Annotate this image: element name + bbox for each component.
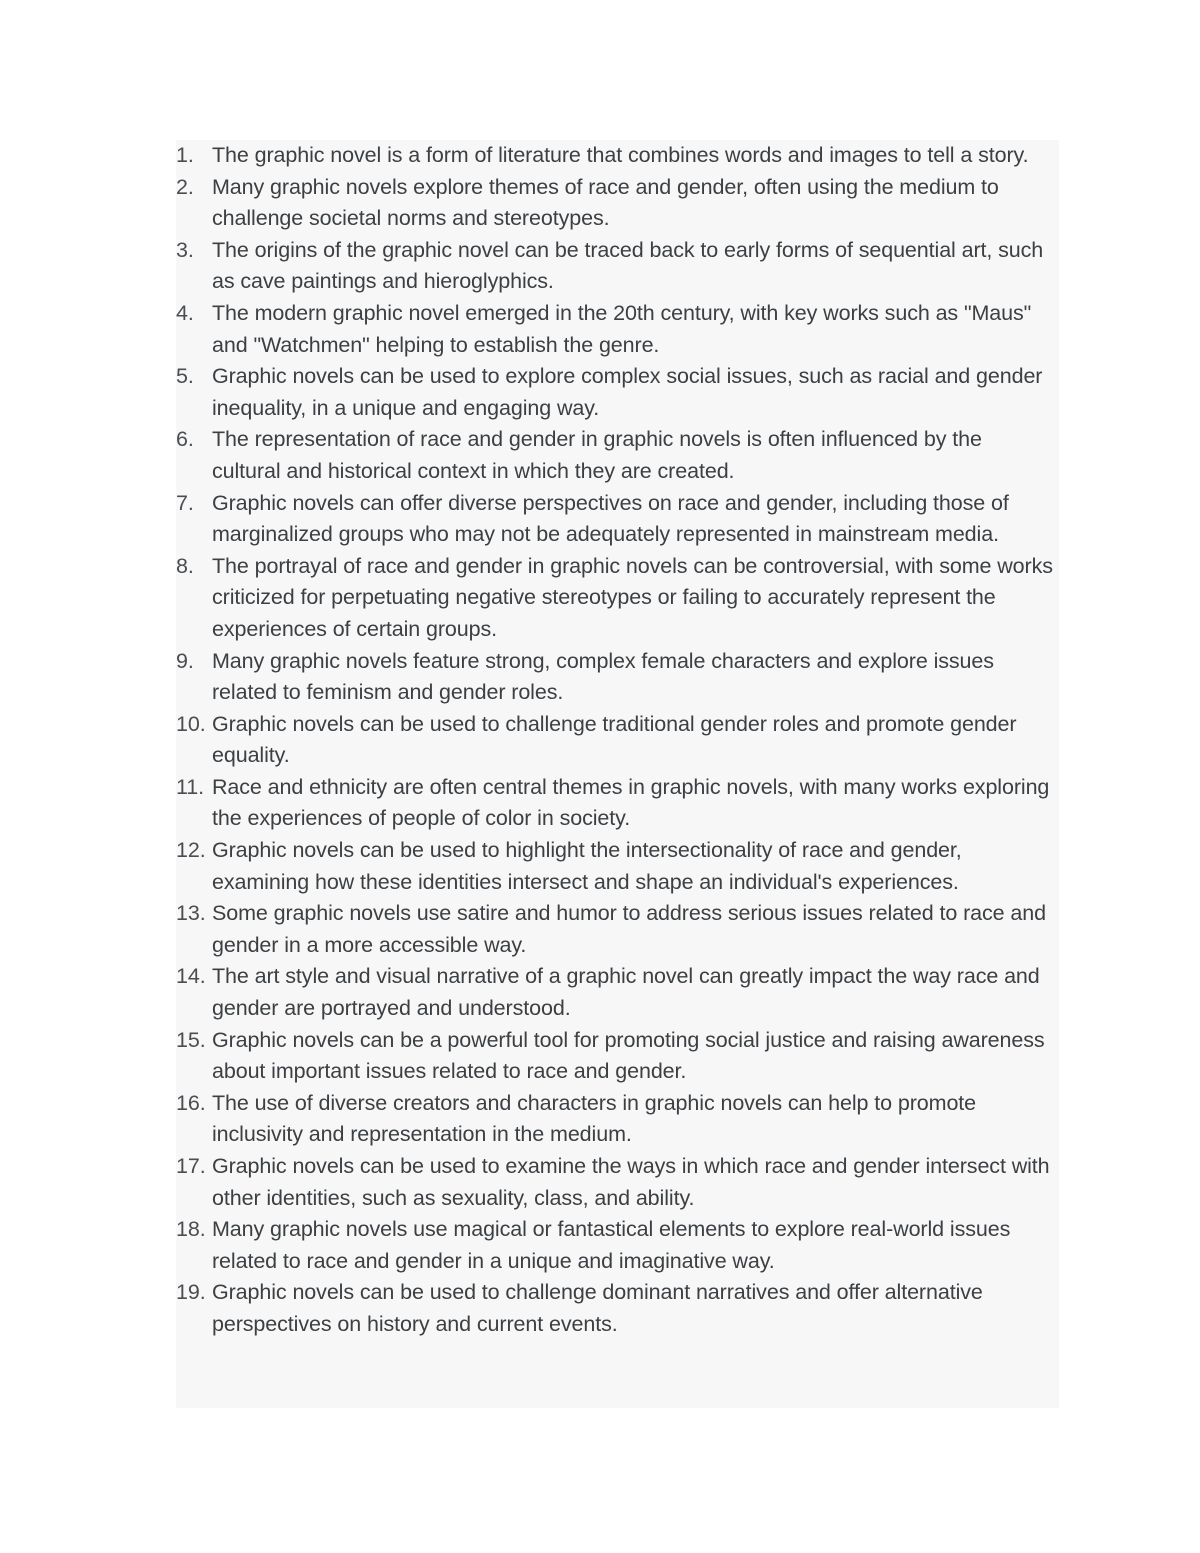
list-item-number: 12. xyxy=(176,838,206,863)
list-item-number: 11. xyxy=(176,774,204,799)
list-item-number: 18. xyxy=(176,1217,206,1242)
list-item xyxy=(176,1025,1059,1088)
list-item-text: The modern graphic novel emerged in the 20th century, with key works such as "Maus" and "Watchmen" helping to establish the genre. xyxy=(212,300,1032,357)
list-item-text: Graphic novels can be used to examine the ways in which race and gender intersect with other identities, such as sexuality, class, and ability. xyxy=(212,1154,1050,1210)
list-item xyxy=(176,1151,1059,1214)
list-item-number: 7. xyxy=(176,490,194,515)
list-item xyxy=(176,424,1059,487)
list-item-text: The art style and visual narrative of a graphic novel can greatly impact the way race and gender are portrayed and understood. xyxy=(212,964,1040,1021)
list-item-number: 3. xyxy=(176,237,194,262)
list-item xyxy=(176,646,1059,709)
list-item-text: Graphic novels can be used to explore complex social issues, such as racial and gender inequality, in a unique and engaging way. xyxy=(212,364,1043,420)
list-item-text: Race and ethnicity are often central themes in graphic novels, with many works exploring the experiences of people of color in society. xyxy=(212,774,1050,831)
list-item-text: The representation of race and gender in graphic novels is often influenced by the cultural and historical context in which they are created. xyxy=(212,427,982,483)
list-item xyxy=(176,772,1059,835)
list-item-text: Graphic novels can offer diverse perspectives on race and gender, including those of marginalized groups who may not be adequately represented in mainstream media. xyxy=(212,490,1009,547)
list-item-number: 8. xyxy=(176,553,194,578)
list-item-text: The graphic novel is a form of literature that combines words and images to tell a story. xyxy=(212,143,1029,167)
list-item xyxy=(176,835,1059,898)
list-item xyxy=(176,1214,1059,1277)
list-item xyxy=(176,961,1059,1024)
list-item xyxy=(176,172,1059,235)
list-item xyxy=(176,709,1059,772)
list-item-text: Many graphic novels use magical or fantastical elements to explore real-world issues related to race and gender in a unique and imaginative way. xyxy=(212,1217,1011,1273)
list-item-number: 4. xyxy=(176,300,194,325)
list-item xyxy=(176,361,1059,424)
numbered-list xyxy=(176,140,1059,1341)
list-item xyxy=(176,488,1059,551)
list-item xyxy=(176,235,1059,298)
list-item-number: 13. xyxy=(176,901,206,926)
list-item-text: Graphic novels can be used to challenge dominant narratives and offer alternative perspectives on history and current events. xyxy=(212,1280,983,1336)
list-item-text: Some graphic novels use satire and humor to address serious issues related to race and gender in a more accessible way. xyxy=(212,901,1046,957)
list-item xyxy=(176,140,1059,172)
list-item-text: Graphic novels can be used to challenge traditional gender roles and promote gender equality. xyxy=(212,711,1017,768)
list-item-number: 14. xyxy=(176,964,206,989)
list-item-number: 17. xyxy=(176,1154,206,1178)
list-item-number: 9. xyxy=(176,648,194,673)
list-item-number: 19. xyxy=(176,1280,206,1305)
list-item xyxy=(176,551,1059,646)
list-item-text: The use of diverse creators and characters in graphic novels can help to promote inclusivity and representation in the medium. xyxy=(212,1090,977,1147)
list-item xyxy=(176,1088,1059,1151)
list-item-number: 6. xyxy=(176,427,194,452)
list-item-number: 15. xyxy=(176,1027,206,1052)
list-item-text: The origins of the graphic novel can be traced back to early forms of sequential art, such as cave paintings and hieroglyphics. xyxy=(212,237,1044,294)
list-item xyxy=(176,298,1059,361)
list-item-number: 10. xyxy=(176,711,206,736)
list-item-number: 16. xyxy=(176,1090,206,1115)
list-item-number: 1. xyxy=(176,143,194,167)
list-item-text: Graphic novels can be a powerful tool for promoting social justice and raising awareness about important issues related to race and gender. xyxy=(212,1027,1045,1084)
list-item-text: The portrayal of race and gender in graphic novels can be controversial, with some works criticized for perpetuating negative stereotypes or failing to accurately represent the experiences of certain groups. xyxy=(212,553,1053,641)
list-item xyxy=(176,898,1059,961)
list-item-text: Graphic novels can be used to highlight the intersectionality of race and gender, examining how these identities intersect and shape an individual's experiences. xyxy=(212,838,962,894)
list-item-text: Many graphic novels feature strong, complex female characters and explore issues related to feminism and gender roles. xyxy=(212,648,994,705)
list-item-text: Many graphic novels explore themes of race and gender, often using the medium to challenge societal norms and stereotypes. xyxy=(212,174,999,231)
list-item-number: 5. xyxy=(176,364,194,389)
list-item-number: 2. xyxy=(176,174,194,199)
list-item xyxy=(176,1277,1059,1340)
